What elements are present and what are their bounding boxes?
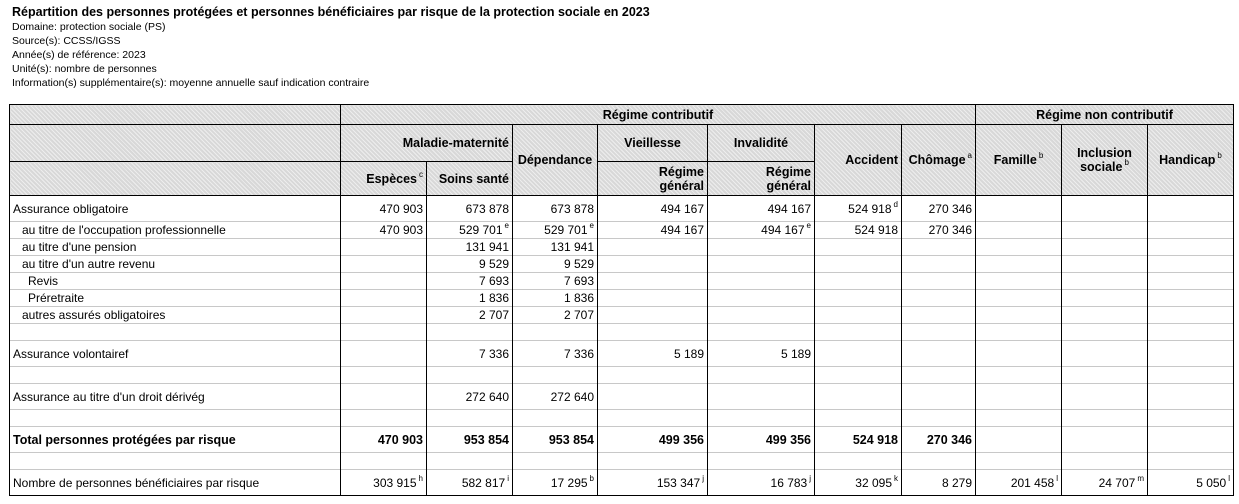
- header-regime-non-contributif: Régime non contributif: [976, 105, 1234, 125]
- cell-accident: [815, 196, 902, 222]
- cell-handicap: [1148, 307, 1234, 324]
- table-row: [10, 222, 1234, 239]
- cell-value: 494 167: [767, 201, 811, 216]
- note-marker: c: [419, 169, 423, 179]
- cell-chomage: [902, 384, 976, 410]
- header-famille: [976, 125, 1062, 196]
- cell-inclusion: [1062, 256, 1148, 273]
- cell-vieillesse: [598, 239, 708, 256]
- cell-value: 673 878: [465, 201, 509, 216]
- cell-especes: [341, 273, 427, 290]
- cell-value: 201 458: [1010, 475, 1055, 490]
- metadata-block: [12, 5, 650, 90]
- spacer-row: [10, 453, 1234, 470]
- cell-value: 529 701: [544, 223, 588, 237]
- row-label: au titre d'une pension: [10, 239, 341, 256]
- table-row: [10, 273, 1234, 290]
- cell-soins: [427, 307, 513, 324]
- cell-invalidite: [708, 307, 815, 324]
- spacer-row: [10, 367, 1234, 384]
- note-marker: h: [418, 473, 423, 483]
- meta-domain: Domaine: protection sociale (PS): [12, 21, 166, 33]
- row-label: Revis: [10, 273, 341, 290]
- cell-especes: [341, 196, 427, 222]
- cell-inclusion: [1062, 470, 1148, 496]
- cell-invalidite: [708, 273, 815, 290]
- cell-vieillesse: [598, 341, 708, 367]
- cell-invalidite: [708, 256, 815, 273]
- cell-value: 270 346: [926, 432, 972, 447]
- cell-especes: [341, 307, 427, 324]
- cell-inclusion: [1062, 307, 1148, 324]
- cell-invalidite: [708, 239, 815, 256]
- cell-value: 953 854: [548, 432, 594, 447]
- row-label: Total personnes protégées par risque: [10, 427, 341, 453]
- cell-handicap: [1148, 256, 1234, 273]
- cell-value: 5 189: [673, 346, 704, 361]
- cell-value: 272 640: [465, 389, 509, 404]
- cell-famille: [976, 239, 1062, 256]
- cell-value: 470 903: [379, 201, 423, 216]
- cell-soins: [427, 384, 513, 410]
- cell-value: 8 279: [941, 475, 972, 490]
- cell-famille: [976, 307, 1062, 324]
- cell-chomage: [902, 273, 976, 290]
- cell-value: 529 701: [459, 223, 503, 237]
- header-vieillesse: Vieillesse: [598, 125, 708, 162]
- cell-value: 24 707: [1098, 475, 1136, 490]
- meta-source: Source(s): CCSS/IGSS: [12, 35, 121, 47]
- header-especes: [341, 162, 427, 196]
- cell-inclusion: [1062, 427, 1148, 453]
- cell-inclusion: [1062, 239, 1148, 256]
- cell-accident: [815, 256, 902, 273]
- spacer-row: [10, 410, 1234, 427]
- header-row-2: [10, 125, 1234, 162]
- row-label: Assurance au titre d'un droit dérivég: [10, 384, 341, 410]
- note-marker: m: [1137, 473, 1144, 483]
- cell-value: 16 783: [770, 475, 808, 490]
- note-marker: a: [967, 151, 972, 160]
- cell-accident: [815, 273, 902, 290]
- cell-soins: [427, 256, 513, 273]
- header-regime-label-1: Régime: [765, 164, 811, 179]
- cell-value: 673 878: [550, 201, 594, 216]
- header-regime-contributif: Régime contributif: [341, 105, 976, 125]
- cell-handicap: [1148, 239, 1234, 256]
- header-accident: Accident: [815, 125, 902, 196]
- cell-dependance: [513, 470, 598, 496]
- cell-accident: [815, 341, 902, 367]
- cell-invalidite: [708, 384, 815, 410]
- cell-chomage: [902, 222, 976, 239]
- cell-handicap: [1148, 341, 1234, 367]
- cell-especes: [341, 222, 427, 239]
- data-table: [9, 104, 1234, 496]
- cell-value: 7 336: [478, 346, 509, 361]
- cell-especes: [341, 384, 427, 410]
- header-chomage: [902, 125, 976, 196]
- cell-vieillesse: [598, 384, 708, 410]
- cell-value: 524 918: [852, 432, 898, 447]
- cell-value: 9 529: [478, 257, 509, 271]
- cell-handicap: [1148, 290, 1234, 307]
- cell-value: 499 356: [765, 432, 811, 447]
- header-handicap-label: Handicap: [1159, 153, 1216, 167]
- cell-handicap: [1148, 470, 1234, 496]
- cell-value: 270 346: [928, 223, 972, 237]
- note-marker: d: [893, 199, 898, 209]
- header-inclusion-label-1: Inclusion: [1077, 146, 1132, 160]
- cell-famille: [976, 256, 1062, 273]
- header-dependance: Dépendance: [513, 125, 598, 196]
- cell-value: 7 693: [563, 274, 594, 288]
- cell-vieillesse: [598, 273, 708, 290]
- cell-vieillesse: [598, 256, 708, 273]
- table-title: Répartition des personnes protégées et personnes bénéficiaires par risque de la protection sociale en 2023: [12, 5, 650, 19]
- cell-famille: [976, 273, 1062, 290]
- beneficiaries-row: [10, 470, 1234, 496]
- cell-handicap: [1148, 427, 1234, 453]
- cell-inclusion: [1062, 341, 1148, 367]
- cell-value: 1 836: [478, 291, 509, 305]
- header-regime-label-2: général: [766, 178, 811, 193]
- cell-value: 494 167: [660, 223, 704, 237]
- header-invalidite-regime: [708, 162, 815, 196]
- cell-especes: [341, 256, 427, 273]
- cell-value: 303 915: [373, 475, 417, 490]
- cell-value: 1 836: [563, 291, 594, 305]
- row-label: Nombre de personnes bénéficiaires par risque: [10, 470, 341, 496]
- table-row: [10, 307, 1234, 324]
- cell-value: 7 336: [563, 346, 594, 361]
- row-label: Préretraite: [10, 290, 341, 307]
- note-marker: b: [1038, 151, 1044, 160]
- cell-famille: [976, 470, 1062, 496]
- note-marker: b: [1217, 151, 1222, 160]
- cell-accident: [815, 290, 902, 307]
- cell-value: 953 854: [463, 432, 509, 447]
- table-row: [10, 384, 1234, 410]
- cell-accident: [815, 307, 902, 324]
- total-row: [10, 427, 1234, 453]
- cell-vieillesse: [598, 427, 708, 453]
- cell-chomage: [902, 290, 976, 307]
- cell-accident: [815, 384, 902, 410]
- cell-soins: [427, 290, 513, 307]
- table-row: [10, 239, 1234, 256]
- header-famille-label: Famille: [993, 153, 1037, 167]
- table-row: [10, 256, 1234, 273]
- cell-inclusion: [1062, 196, 1148, 222]
- note-marker: b: [589, 473, 594, 483]
- cell-soins: [427, 239, 513, 256]
- cell-invalidite: [708, 222, 815, 239]
- cell-value: 582 817: [461, 475, 506, 490]
- cell-chomage: [902, 341, 976, 367]
- header-invalidite: Invalidité: [708, 125, 815, 162]
- cell-value: 2 707: [478, 308, 509, 322]
- cell-dependance: [513, 341, 598, 367]
- header-corner-2: [10, 125, 341, 162]
- cell-value: 9 529: [563, 257, 594, 271]
- meta-unit: Unité(s): nombre de personnes: [12, 63, 157, 75]
- note-marker: e: [504, 221, 509, 230]
- cell-value: 494 167: [761, 223, 805, 237]
- cell-famille: [976, 341, 1062, 367]
- cell-vieillesse: [598, 307, 708, 324]
- cell-soins: [427, 470, 513, 496]
- cell-soins: [427, 273, 513, 290]
- cell-soins: [427, 222, 513, 239]
- cell-value: 524 918: [854, 223, 898, 237]
- cell-invalidite: [708, 290, 815, 307]
- header-regime-label-2: général: [659, 178, 704, 193]
- cell-value: 17 295: [550, 475, 588, 490]
- cell-value: 5 189: [780, 346, 811, 361]
- row-label: au titre de l'occupation professionnelle: [10, 222, 341, 239]
- header-regime-label-1: Régime: [658, 164, 704, 179]
- note-marker: l: [1228, 473, 1230, 483]
- row-label: autres assurés obligatoires: [10, 307, 341, 324]
- row-label: Assurance obligatoire: [10, 196, 341, 222]
- header-row-1: [10, 105, 1234, 125]
- cell-invalidite: [708, 341, 815, 367]
- note-marker: k: [894, 473, 898, 483]
- cell-vieillesse: [598, 470, 708, 496]
- cell-especes: [341, 341, 427, 367]
- cell-chomage: [902, 196, 976, 222]
- cell-vieillesse: [598, 196, 708, 222]
- cell-soins: [427, 341, 513, 367]
- cell-soins: [427, 427, 513, 453]
- cell-accident: [815, 470, 902, 496]
- cell-value: 470 903: [377, 432, 423, 447]
- cell-invalidite: [708, 196, 815, 222]
- cell-inclusion: [1062, 222, 1148, 239]
- cell-value: 524 918: [848, 201, 892, 216]
- header-corner-3: [10, 162, 341, 196]
- row-label: au titre d'un autre revenu: [10, 256, 341, 273]
- cell-chomage: [902, 307, 976, 324]
- cell-vieillesse: [598, 290, 708, 307]
- note-marker: l: [1056, 473, 1058, 483]
- cell-handicap: [1148, 222, 1234, 239]
- cell-invalidite: [708, 470, 815, 496]
- cell-inclusion: [1062, 384, 1148, 410]
- cell-especes: [341, 470, 427, 496]
- table-row: [10, 290, 1234, 307]
- cell-invalidite: [708, 427, 815, 453]
- spacer-row: [10, 324, 1234, 341]
- cell-value: 131 941: [465, 240, 509, 254]
- header-inclusion-label-2: sociale: [1080, 160, 1123, 174]
- note-marker: b: [1124, 158, 1129, 167]
- note-marker: j: [809, 473, 811, 483]
- cell-especes: [341, 427, 427, 453]
- cell-inclusion: [1062, 290, 1148, 307]
- meta-info: Information(s) supplémentaire(s): moyenne annuelle sauf indication contraire: [12, 77, 370, 89]
- cell-value: 32 095: [855, 475, 892, 490]
- cell-value: 7 693: [478, 274, 509, 288]
- cell-chomage: [902, 470, 976, 496]
- cell-handicap: [1148, 196, 1234, 222]
- cell-famille: [976, 427, 1062, 453]
- cell-value: 2 707: [563, 308, 594, 322]
- cell-soins: [427, 196, 513, 222]
- cell-dependance: [513, 256, 598, 273]
- cell-inclusion: [1062, 273, 1148, 290]
- cell-value: 272 640: [550, 389, 594, 404]
- cell-chomage: [902, 427, 976, 453]
- cell-especes: [341, 239, 427, 256]
- cell-dependance: [513, 307, 598, 324]
- cell-value: 270 346: [928, 201, 972, 216]
- cell-value: 5 050: [1196, 475, 1227, 490]
- cell-dependance: [513, 427, 598, 453]
- cell-handicap: [1148, 273, 1234, 290]
- cell-accident: [815, 427, 902, 453]
- cell-vieillesse: [598, 222, 708, 239]
- note-marker: e: [806, 221, 811, 230]
- header-especes-label: Espèces: [366, 171, 417, 186]
- cell-dependance: [513, 222, 598, 239]
- table-row: [10, 196, 1234, 222]
- note-marker: i: [507, 473, 509, 483]
- cell-dependance: [513, 239, 598, 256]
- header-maladie-maternite: Maladie-maternité: [341, 125, 513, 162]
- note-marker: j: [702, 473, 704, 483]
- cell-dependance: [513, 196, 598, 222]
- header-soins-sante: Soins santé: [427, 162, 513, 196]
- cell-value: 470 903: [379, 223, 423, 237]
- header-vieillesse-regime: [598, 162, 708, 196]
- cell-value: 153 347: [656, 475, 701, 490]
- cell-especes: [341, 290, 427, 307]
- cell-value: 499 356: [658, 432, 704, 447]
- cell-chomage: [902, 239, 976, 256]
- cell-value: 494 167: [660, 201, 704, 216]
- header-chomage-label: Chômage: [908, 153, 966, 167]
- cell-dependance: [513, 384, 598, 410]
- table-row: [10, 341, 1234, 367]
- cell-famille: [976, 196, 1062, 222]
- cell-chomage: [902, 256, 976, 273]
- cell-accident: [815, 239, 902, 256]
- cell-dependance: [513, 273, 598, 290]
- note-marker: e: [589, 221, 594, 230]
- meta-year: Année(s) de référence: 2023: [12, 49, 146, 61]
- row-label: Assurance volontairef: [10, 341, 341, 367]
- cell-famille: [976, 290, 1062, 307]
- header-inclusion-sociale: [1062, 125, 1148, 196]
- header-corner: [10, 105, 341, 125]
- cell-famille: [976, 222, 1062, 239]
- cell-accident: [815, 222, 902, 239]
- cell-value: 131 941: [550, 240, 594, 254]
- header-handicap: [1148, 125, 1234, 196]
- cell-famille: [976, 384, 1062, 410]
- cell-dependance: [513, 290, 598, 307]
- cell-handicap: [1148, 384, 1234, 410]
